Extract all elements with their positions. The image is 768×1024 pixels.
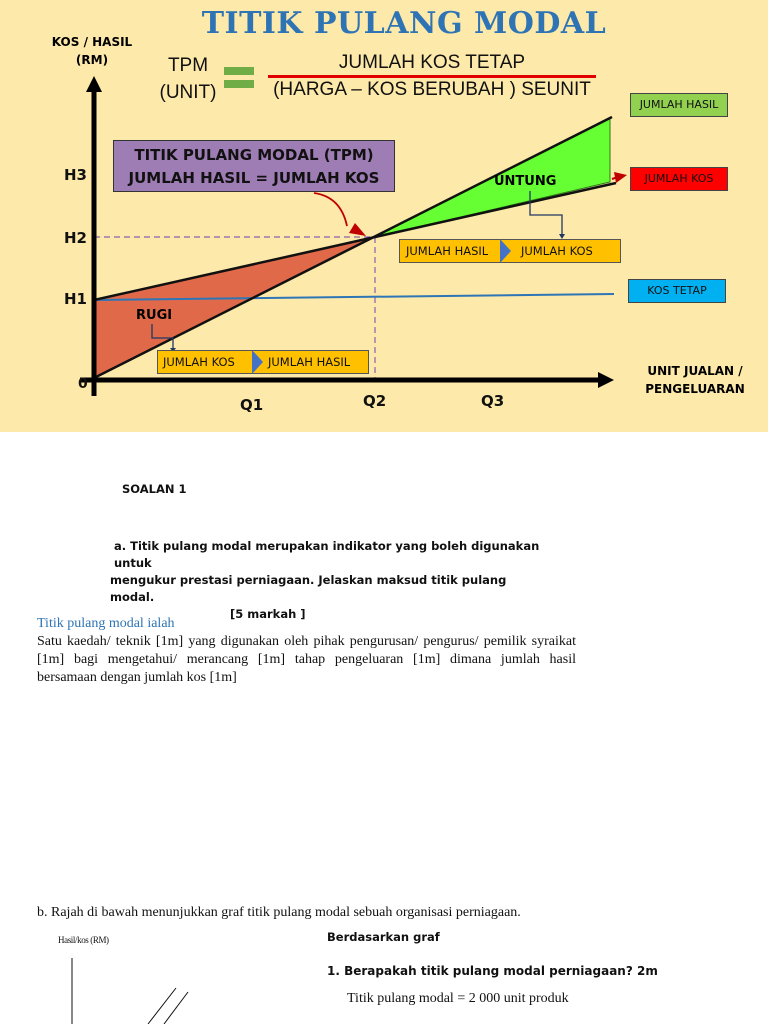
part-b-intro: b. Rajah di bawah menunjukkan graf titik pulang modal sebuah organisasi perniagaan. [37,905,521,920]
kos-arrowhead [614,172,627,183]
y-axis-label-line2: (RM) [75,53,109,67]
part-a-question [110,538,550,623]
question-title: SOALAN 1 [122,482,187,496]
equals-bar-bottom [224,80,254,88]
x-tick-q2: Q2 [363,392,387,410]
definition-box [113,140,395,192]
question-b1: 1. Berapakah titik pulang modal perniagaan? 2m [327,964,658,978]
x-tick-q3: Q3 [481,392,505,410]
untung-label: UNTUNG [494,174,557,189]
fraction-line [268,75,596,78]
pointer-arrowhead [349,223,366,236]
based-on-graph: Berdasarkan graf [327,930,440,944]
part-a-line1: a. Titik pulang modal merupakan indikator yang boleh digunakan untuk [114,539,540,570]
rugi-box-right: JUMLAH HASIL [268,355,351,369]
small-graph-cost-line [164,992,188,1024]
answer-heading: Titik pulang modal ialah [37,616,175,631]
answer-text: Satu kaedah/ teknik [1m] yang digunakan oleh pihak pengurusan/ pengurus/ pemilik syraikat [1m] bagi mengetahui/ merancang [1m] tahap pengeluaran [1m] dimana jumlah hasil bersamaan dengan jumlah kos [1m] [37,634,576,685]
formula-unit: (UNIT) [159,82,217,103]
legend-kos-tetap: KOS TETAP [628,279,726,303]
x-tick-q1: Q1 [240,396,264,414]
x-axis-label [640,362,750,398]
rugi-box-left: JUMLAH KOS [163,355,235,369]
y-axis-label-line1: KOS / HASIL [51,35,133,49]
small-graph-axis-label: Hasil/kos (RM) [58,935,109,945]
formula-tpm: TPM [167,55,209,76]
part-a-line2: mengukur prestasi perniagaan. Jelaskan maksud titik pulang modal. [110,573,507,604]
y-axis-arrow [86,76,102,92]
chevron-right-icon [500,239,511,263]
formula-numerator: JUMLAH KOS TETAP [338,52,526,73]
untung-comparison-box [399,239,621,263]
break-even-diagram [0,0,768,432]
rugi-label: RUGI [136,308,173,323]
x-axis-label-line2: PENGELUARAN [645,382,745,396]
equals-bar-top [224,67,254,75]
x-axis-arrow [598,372,614,388]
x-axis-label-line1: UNIT JUALAN / [647,364,743,378]
y-tick-h3: H3 [64,166,87,184]
pointer-arrow [314,193,347,226]
definition-line1: TITIK PULANG MODAL (TPM) [134,146,374,164]
y-tick-h1: H1 [64,290,87,308]
legend-jumlah-kos: JUMLAH KOS [630,167,728,191]
formula-denominator: (HARGA – KOS BERUBAH ) SEUNIT [273,79,591,100]
legend-jumlah-hasil: JUMLAH HASIL [630,93,728,117]
definition-line2: JUMLAH HASIL = JUMLAH KOS [128,169,380,187]
small-break-even-graph [60,950,200,1024]
untung-box-left: JUMLAH HASIL [406,244,489,258]
diagram-title: TITIK PULANG MODAL [201,6,607,41]
origin-label: 0 [78,376,88,392]
part-a-marks: [5 markah ] [230,607,306,621]
answer-b1: Titik pulang modal = 2 000 unit produk [347,991,569,1006]
rugi-comparison-box [157,350,369,374]
y-tick-h2: H2 [64,229,87,247]
chevron-right-icon [252,350,263,374]
untung-box-right: JUMLAH KOS [521,244,593,258]
y-axis-label [40,33,144,69]
formula-left [148,52,228,106]
small-graph-revenue-line [148,988,176,1024]
